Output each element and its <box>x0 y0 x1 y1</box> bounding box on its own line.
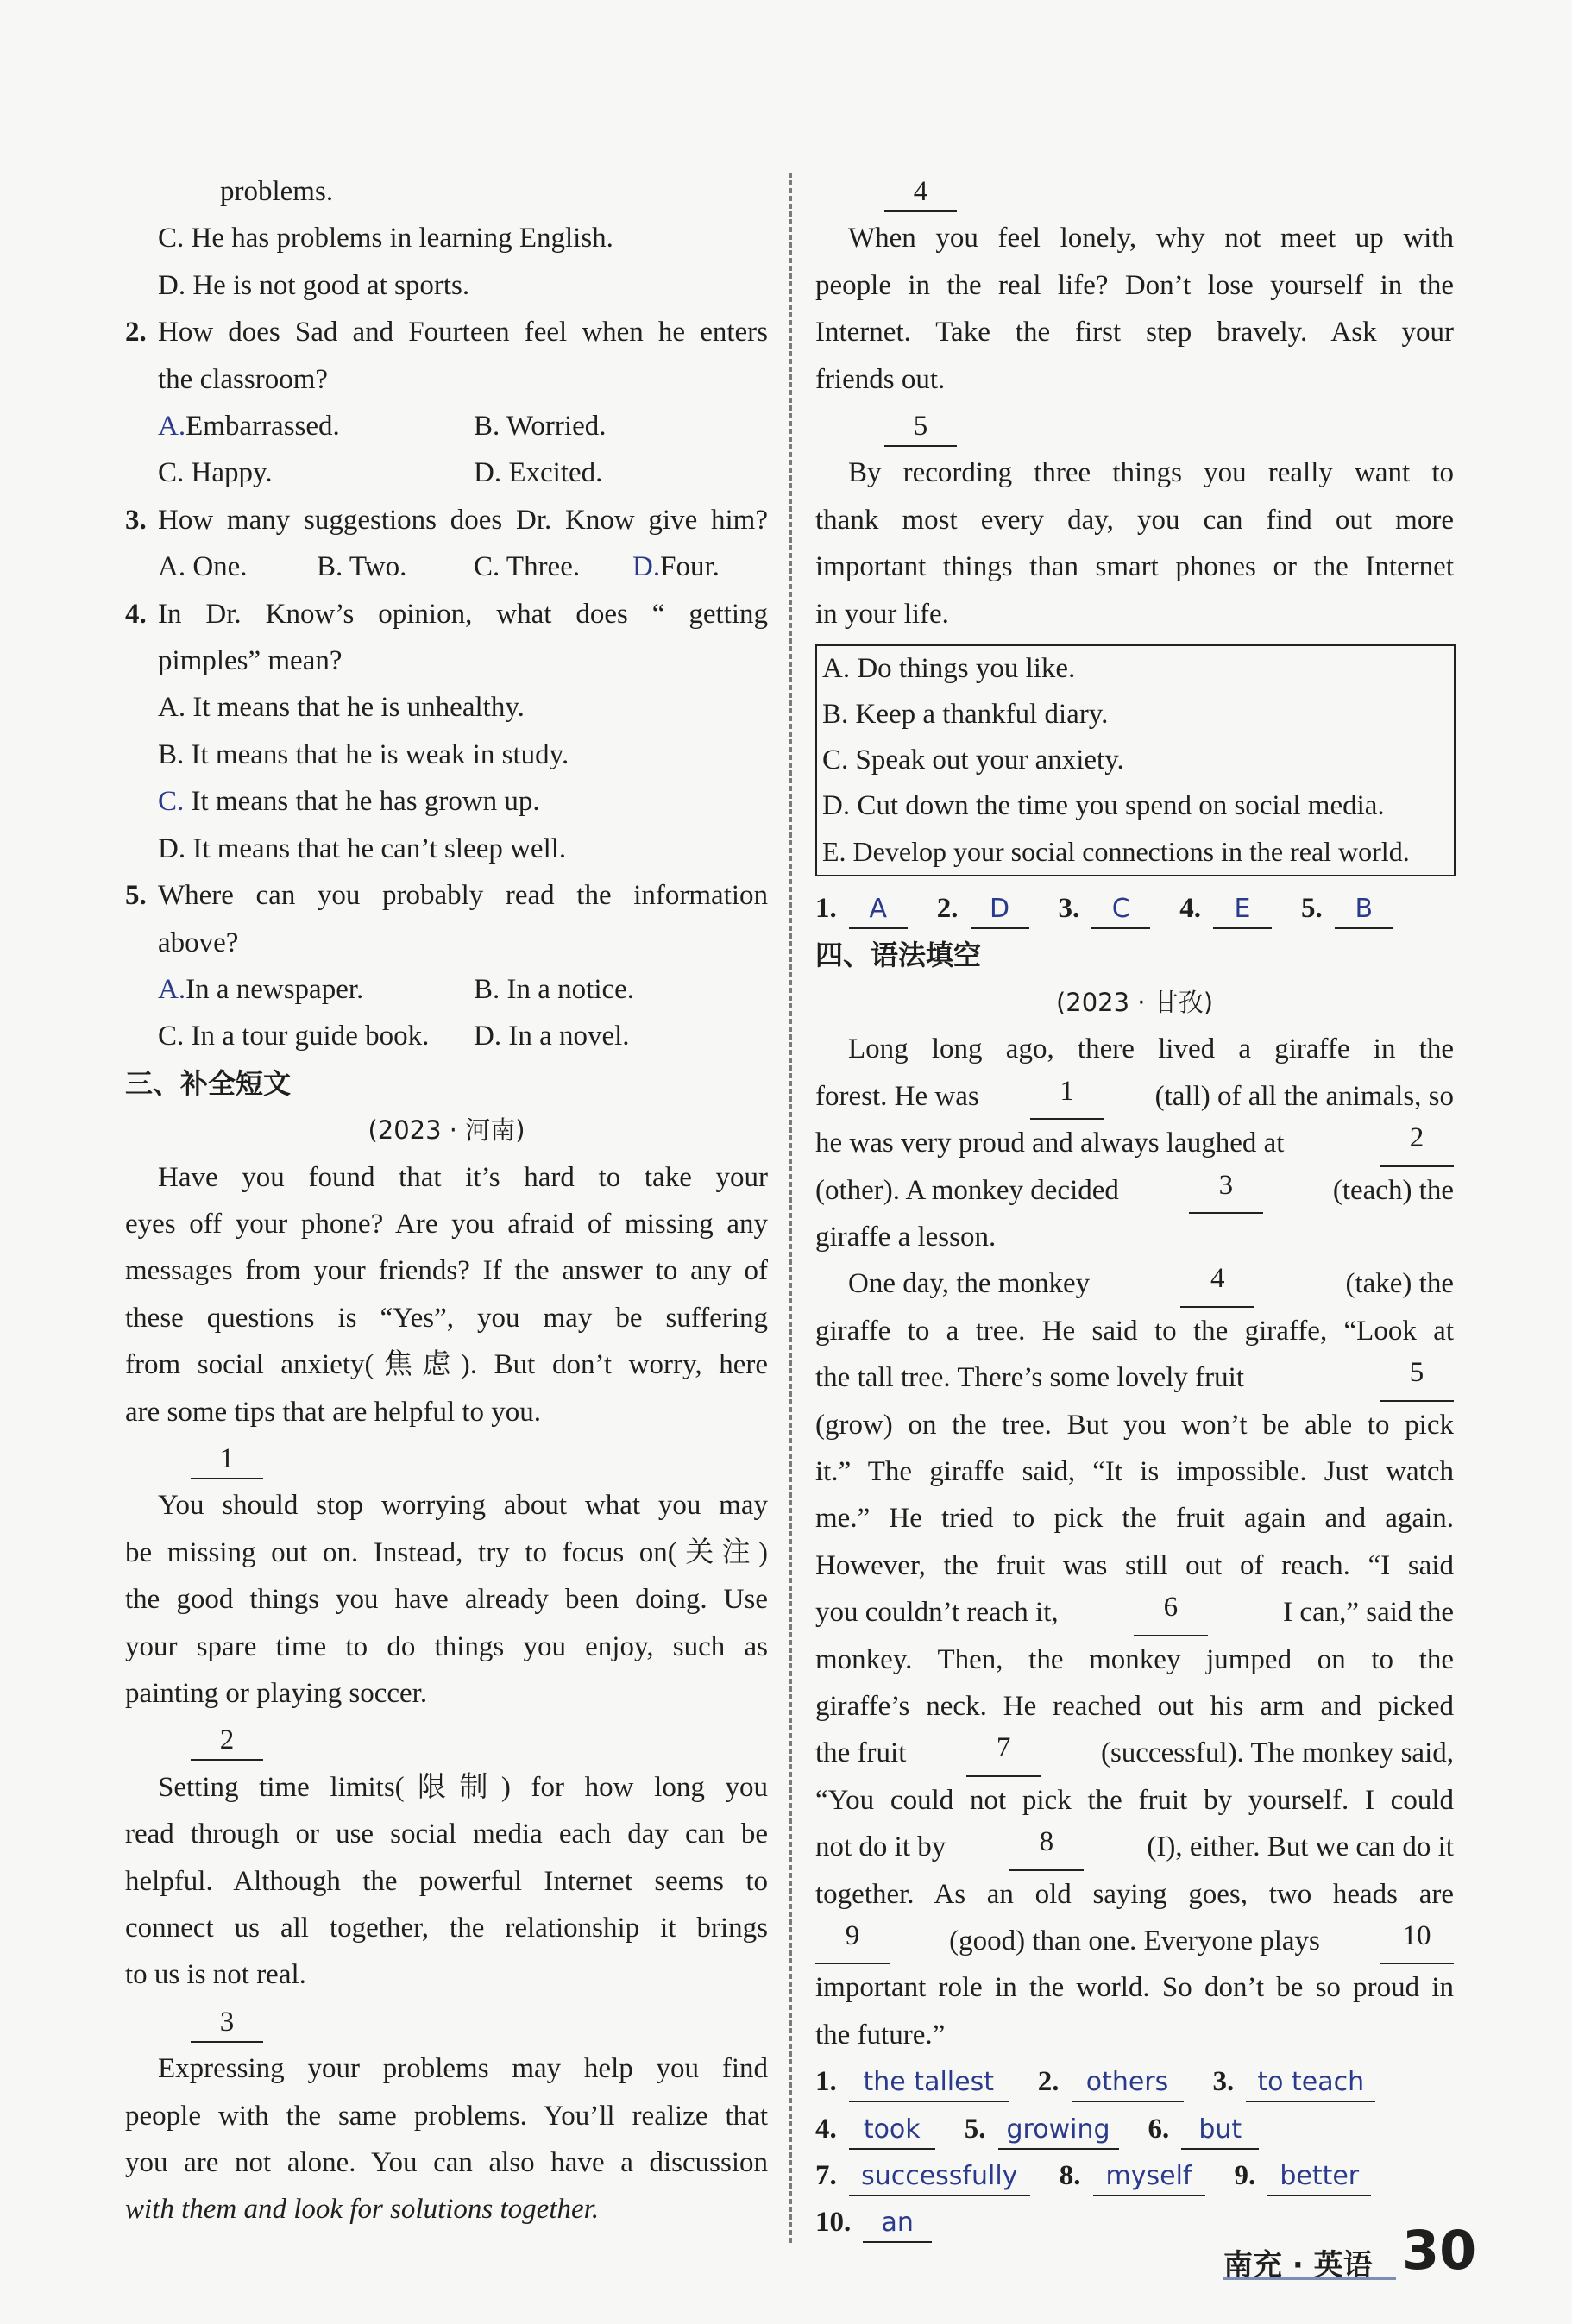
q2-text-line1: How does Sad and Fourteen feel when he enters <box>158 317 768 349</box>
answer-field: successfully <box>849 2158 1030 2196</box>
option-b: B. Keep a thankful diary. <box>822 699 1109 731</box>
q3-option-d: D.Four. <box>632 543 720 590</box>
g-line13: you couldn’t reach it, 6 I can,” said the <box>815 1589 1454 1636</box>
g-line10: it.” The giraffe said, “It is impossible. Just watch <box>815 1455 1454 1487</box>
section-4-title: 四、语法填空 <box>815 939 982 972</box>
section-3-answers: 1. A 2. D 3. C 4. E 5. B <box>815 885 1454 932</box>
answer-field: took <box>849 2112 935 2150</box>
answer-field: growing <box>998 2112 1119 2150</box>
g-line1: Long long ago, there lived a giraffe in the <box>848 1033 1454 1065</box>
q2-options-row1 <box>125 403 768 449</box>
answer-field: D <box>971 891 1029 929</box>
p6-line3: important things than smart phones or the Internet <box>815 551 1454 583</box>
column-divider <box>789 173 792 2243</box>
p2-line4: your spare time to do things you enjoy, such as <box>125 1630 768 1662</box>
g-line11: me.” He tried to pick the fruit again and again. <box>815 1503 1454 1535</box>
answer-field: but <box>1181 2112 1259 2150</box>
answer-field: myself <box>1093 2158 1205 2196</box>
p1-line6: are some tips that are helpful to you. <box>125 1396 542 1428</box>
g-line20: 9 (good) than one. Everyone plays 10 <box>815 1918 1454 1964</box>
left-column <box>125 168 768 2233</box>
option-d: D. Cut down the time you spend on social media. <box>822 790 1385 822</box>
q1-option-d: D. He is not good at sports. <box>158 269 470 301</box>
p5-line2: people in the real life? Don’t lose yourself in the <box>815 269 1454 301</box>
q3-option-c: C. Three. <box>474 551 581 583</box>
p3-line4: connect us all together, the relationship it brings <box>125 1913 768 1944</box>
section-4-answers-row2: 4. took 5. growing 6. but <box>815 2106 1454 2152</box>
g-line6: One day, the monkey 4 (take) the <box>815 1260 1454 1307</box>
q3-number: 3. <box>125 504 147 536</box>
q2-options-row2 <box>125 449 768 496</box>
g-line7: giraffe to a tree. He said to the giraffe, “Look at <box>815 1315 1454 1347</box>
g-line19: together. As an old saying goes, two heads are <box>815 1878 1454 1910</box>
answer-field: E <box>1213 891 1272 929</box>
p5-line4: friends out. <box>815 363 946 395</box>
p1-line2: eyes off your phone? Are you afraid of missing any <box>125 1208 768 1240</box>
answer-field: an <box>863 2205 932 2243</box>
question-2 <box>125 309 768 355</box>
p3-line1: Setting time limits(限制) for how long you <box>158 1771 768 1803</box>
g-line15: giraffe’s neck. He reached out his arm and picked <box>815 1690 1454 1722</box>
q4-text-line1: In Dr. Know’s opinion, what does “ getting <box>158 598 768 630</box>
g-line2: forest. He was 1 (tall) of all the animals, so <box>815 1073 1454 1120</box>
blank-g7: 7 <box>966 1730 1041 1776</box>
blank-g4: 4 <box>1180 1260 1254 1307</box>
p3-line2: read through or use social media each day can be <box>125 1818 768 1850</box>
question-5 <box>125 872 768 919</box>
q2-option-b: B. Worried. <box>474 411 607 443</box>
option-a: A. Do things you like. <box>822 653 1076 685</box>
section-4-answers-row4: 10. an <box>815 2199 1454 2245</box>
p2-line5: painting or playing soccer. <box>125 1678 428 1709</box>
answer-field: to teach <box>1246 2064 1375 2102</box>
q1-option-c: C. He has problems in learning English. <box>158 223 613 254</box>
options-box <box>815 644 1456 876</box>
right-column <box>815 168 1454 2246</box>
g-line17: “You could not pick the fruit by yourself. I could <box>815 1784 1454 1816</box>
section-3-title: 三、补全短文 <box>125 1066 292 1100</box>
q4-text-line2: pimples” mean? <box>158 645 343 677</box>
answer-field: others <box>1072 2064 1184 2102</box>
answer-field: A <box>849 891 908 929</box>
q5-text-line2: above? <box>158 926 239 958</box>
p6-line2: thank most every day, you can find out more <box>815 504 1454 536</box>
q4-option-a: A. It means that he is unhealthy. <box>158 692 525 724</box>
option-e: E. Develop your social connections in the real world. <box>822 836 1410 868</box>
q4-option-b: B. It means that he is weak in study. <box>158 738 569 770</box>
g-line14: monkey. Then, the monkey jumped on to the <box>815 1643 1454 1675</box>
q5-options-row1 <box>125 966 768 1013</box>
q5-number: 5. <box>125 880 147 912</box>
blank-3: 3 <box>125 1999 768 2045</box>
answer-field: the tallest <box>849 2064 1009 2102</box>
g-line9: (grow) on the tree. But you won’t be able to pick <box>815 1409 1454 1441</box>
q5-option-d: D. In a novel. <box>474 1021 630 1052</box>
blank-g3: 3 <box>1189 1167 1263 1214</box>
g-line18: not do it by 8 (I), either. But we can do it <box>815 1824 1454 1870</box>
footer-label: 南充 · 英语 <box>1223 2248 1373 2283</box>
p6-line4: in your life. <box>815 598 949 630</box>
footer-rule <box>1223 2277 1396 2280</box>
q2-answer-mark: A. <box>158 411 186 443</box>
p5-line1: When you feel lonely, why not meet up with <box>848 223 1454 254</box>
g-line4: (other). A monkey decided 3 (teach) the <box>815 1167 1454 1214</box>
q2-number: 2. <box>125 317 147 349</box>
g-line16: the fruit 7 (successful). The monkey said, <box>815 1730 1454 1776</box>
blank-5: 5 <box>815 403 1454 449</box>
p1-line5: from social anxiety(焦虑). But don’t worry, here <box>125 1349 768 1381</box>
answer-field: better <box>1267 2158 1371 2196</box>
q4-number: 4. <box>125 598 147 630</box>
p1-line4: these questions is “Yes”, you may be suffering <box>125 1302 768 1334</box>
q3-text: How many suggestions does Dr. Know give him? <box>158 504 768 536</box>
blank-g6: 6 <box>1134 1589 1208 1636</box>
p3-line3: helpful. Although the powerful Internet seems to <box>125 1865 768 1897</box>
p2-line3: the good things you have already been doing. Use <box>125 1584 768 1616</box>
p2-line2: be missing out on. Instead, try to focus on(关注) <box>125 1536 768 1568</box>
blank-g1: 1 <box>1030 1073 1104 1120</box>
p4-line4: with them and look for solutions together. <box>125 2194 600 2226</box>
g-line8: the tall tree. There’s some lovely fruit 5 <box>815 1354 1454 1401</box>
q4-answer-mark: C. <box>158 786 185 818</box>
q5-option-b: B. In a notice. <box>474 973 635 1005</box>
section-4-answers-row1: 1. the tallest 2. others 3. to teach <box>815 2058 1454 2105</box>
blank-g9: 9 <box>815 1918 890 1964</box>
g-line22: the future.” <box>815 2019 946 2051</box>
g-line12: However, the fruit was still out of reach. “I said <box>815 1549 1454 1581</box>
answer-field: B <box>1335 891 1393 929</box>
option-c: C. Speak out your anxiety. <box>822 744 1124 776</box>
p3-line5: to us is not real. <box>125 1959 306 1991</box>
p6-line1: By recording three things you really want to <box>848 457 1454 489</box>
page-number: 30 <box>1402 2219 1477 2282</box>
q2-option-a: A.Embarrassed. <box>158 403 474 449</box>
section-4-source: (2023 · 甘孜) <box>1055 987 1214 1017</box>
g-line5: giraffe a lesson. <box>815 1221 997 1253</box>
answer-field: C <box>1091 891 1150 929</box>
p4-line3: you are not alone. You can also have a discussion <box>125 2147 768 2179</box>
q3-answer-mark: D. <box>632 551 661 583</box>
blank-g2: 2 <box>1380 1120 1454 1166</box>
q3-option-b: B. Two. <box>317 551 407 583</box>
p1-line3: messages from your friends? If the answer to any of <box>125 1255 768 1287</box>
p2-line1: You should stop worrying about what you may <box>158 1490 768 1522</box>
p1-line1: Have you found that it’s hard to take your <box>158 1161 768 1193</box>
q3-option-a: A. One. <box>158 551 248 583</box>
blank-4: 4 <box>815 168 1454 215</box>
blank-g10: 10 <box>1380 1918 1454 1964</box>
q4-option-c: C. It means that he has grown up. <box>158 786 540 818</box>
q5-option-c: C. In a tour guide book. <box>158 1021 430 1052</box>
p4-line2: people with the same problems. You’ll realize that <box>125 2100 768 2132</box>
p5-line3: Internet. Take the first step bravely. Ask your <box>815 317 1454 349</box>
q5-options-row2 <box>125 1013 768 1059</box>
section-3-source: (2023 · 河南) <box>368 1115 525 1146</box>
blank-g5: 5 <box>1380 1354 1454 1401</box>
g-line21: important role in the world. So don’t be so proud in <box>815 1972 1454 2004</box>
p4-line1: Expressing your problems may help you find <box>158 2053 768 2085</box>
q5-answer-mark: A. <box>158 973 186 1005</box>
q2-text-line2: the classroom? <box>158 363 329 395</box>
section-4-answers-row3: 7. successfully 8. myself 9. better <box>815 2152 1454 2199</box>
q3-options <box>125 543 768 590</box>
blank-2: 2 <box>125 1717 768 1763</box>
q2-option-c: C. Happy. <box>158 457 273 489</box>
question-3 <box>125 497 768 543</box>
g-line3: he was very proud and always laughed at 2 <box>815 1120 1454 1166</box>
q5-text-line1: Where can you probably read the information <box>158 880 768 912</box>
q5-option-a: A.In a newspaper. <box>158 966 474 1013</box>
blank-1: 1 <box>125 1435 768 1482</box>
q2-option-d: D. Excited. <box>474 457 603 489</box>
question-4 <box>125 591 768 638</box>
q4-option-d: D. It means that he can’t sleep well. <box>158 832 567 864</box>
blank-g8: 8 <box>1009 1824 1084 1870</box>
q1-continuation: problems. <box>220 176 334 207</box>
